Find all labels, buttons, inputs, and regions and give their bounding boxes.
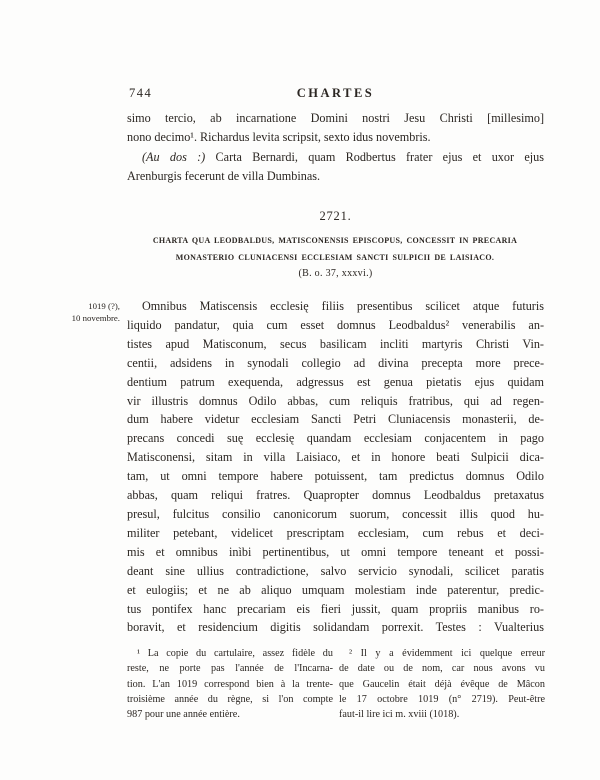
text-line: tistes apud Matisconum, secus basilicam incliti martyris Christi Vin- <box>127 336 544 351</box>
text-line: liquido pandatur, quia cum esset domnus Leodbaldus² venerabilis an- <box>127 317 544 332</box>
text-line: 1019 (?), <box>88 301 120 311</box>
text-line: Omnibus Matiscensis ecclesię filiis presentibus scilicet atque futuris <box>142 299 544 313</box>
previous-charter-fragment <box>127 109 544 187</box>
text-line: dum habere videtur ecclesiam Sancti Petri Cluniacensis monasterii, de- <box>127 412 544 427</box>
text-line: Matisconensi, sitam in villa Laisiaco, et in honore beati Sulpicii dica- <box>127 450 544 465</box>
text-line: CHARTA QUA LEODBALDUS, MATISCONENSIS EPISCOPUS, CONCESSIT IN PRECARIA <box>152 236 518 245</box>
running-head: CHARTES <box>296 86 375 100</box>
text-line: et eulogiis; et ne ab aliquo umquam molestiam inde paterentur, predic- <box>127 582 544 597</box>
text-line: militer petebant, videlicet prescriptam ecclesiam, cum rebus et deci- <box>127 525 544 540</box>
text-line: tus pontifex hanc precariam eis fieri jussit, quam propriis manibus ro- <box>127 601 544 616</box>
italic-note: (Au dos :) <box>142 149 216 164</box>
charter-title <box>110 233 560 266</box>
text-line: centii, adsidens in synodali collegio ad divina precepta more prece- <box>127 355 544 370</box>
footnote-2 <box>339 646 545 722</box>
text-line: le 17 octobre 1019 (n° 2719). Peut-être <box>339 693 545 705</box>
text-line: 10 novembre. <box>71 312 120 323</box>
source-reference: (B. o. 37, xxxvi.) <box>298 268 373 279</box>
margin-date-note <box>18 301 120 325</box>
text-line: MONASTERIO CLUNIACENSI ECCLESIAM SANCTI SULPICII DE LAISIACO. <box>175 252 495 262</box>
text-line: reste, ne porte pas l'année de l'Incarna- <box>127 663 333 675</box>
text-line: 987 pour une année entière. <box>127 709 240 721</box>
text-line: nono decimo¹. Richardus levita scripsit, sexto idus novembris. <box>127 130 431 145</box>
text-line: precans concedi suę ecclesię quandam ecclesiam conjacentem in pago <box>127 431 544 446</box>
text-line: vir illustris domnus Odilo abbas, cum reliquis fratribus, qui ad regen- <box>127 393 544 408</box>
text-line: que Gaucelin était déjà évêque de Mâcon <box>339 678 545 690</box>
text-line: mis et omnibus inìbi pertinentibus, ut omni tempore teneant et possi- <box>127 544 544 559</box>
charter-body-text <box>127 297 544 637</box>
charter-number: 2721. <box>319 209 352 223</box>
text-line: faut-il lire ici m. xviii (1018). <box>339 709 460 721</box>
text-line: tion. L'an 1019 correspond bien à la trente- <box>127 678 333 690</box>
text-line: (Au dos :) Carta Bernardi, quam Rodbertus frater ejus et uxor ejus <box>142 149 544 164</box>
text-line: ² Il y a évidemment ici quelque erreur <box>349 648 545 659</box>
text-line: ¹ La copie du cartulaire, assez fidèle du <box>137 648 333 659</box>
footnote-1 <box>127 646 333 722</box>
text-line: tam, ut omni tempore habere potuissent, tam predictus domnus Odilo <box>127 469 544 484</box>
text-line: Arenburgis fecerunt de villa Dumbinas. <box>127 169 321 184</box>
text-line: troisième année du règne, si l'on compte <box>127 693 333 705</box>
page-number: 744 <box>129 86 153 100</box>
text-line: deant sine ullius contradictione, salvo servicio synodali, scilicet paratis <box>127 563 544 578</box>
text-line: boravit, et residencium digitis solidandam porrexit. Testes : Vualterius <box>127 620 544 635</box>
text-line: abbas, quam reliqui fratres. Quapropter domnus Leodbaldus pretaxatus <box>127 488 544 503</box>
text-line: de date ou de nom, car nous avons vu <box>339 663 545 675</box>
text-line: dentium patrum exequenda, adgressus est genua pietatis ejus quidam <box>127 374 544 389</box>
text-line: presul, fulcitus consilio canonicorum suorum, concessit illis quod hu- <box>127 506 544 521</box>
text-line: simo tercio, ab incarnatione Domini nostri Jesu Christi [millesimo] <box>127 111 544 125</box>
